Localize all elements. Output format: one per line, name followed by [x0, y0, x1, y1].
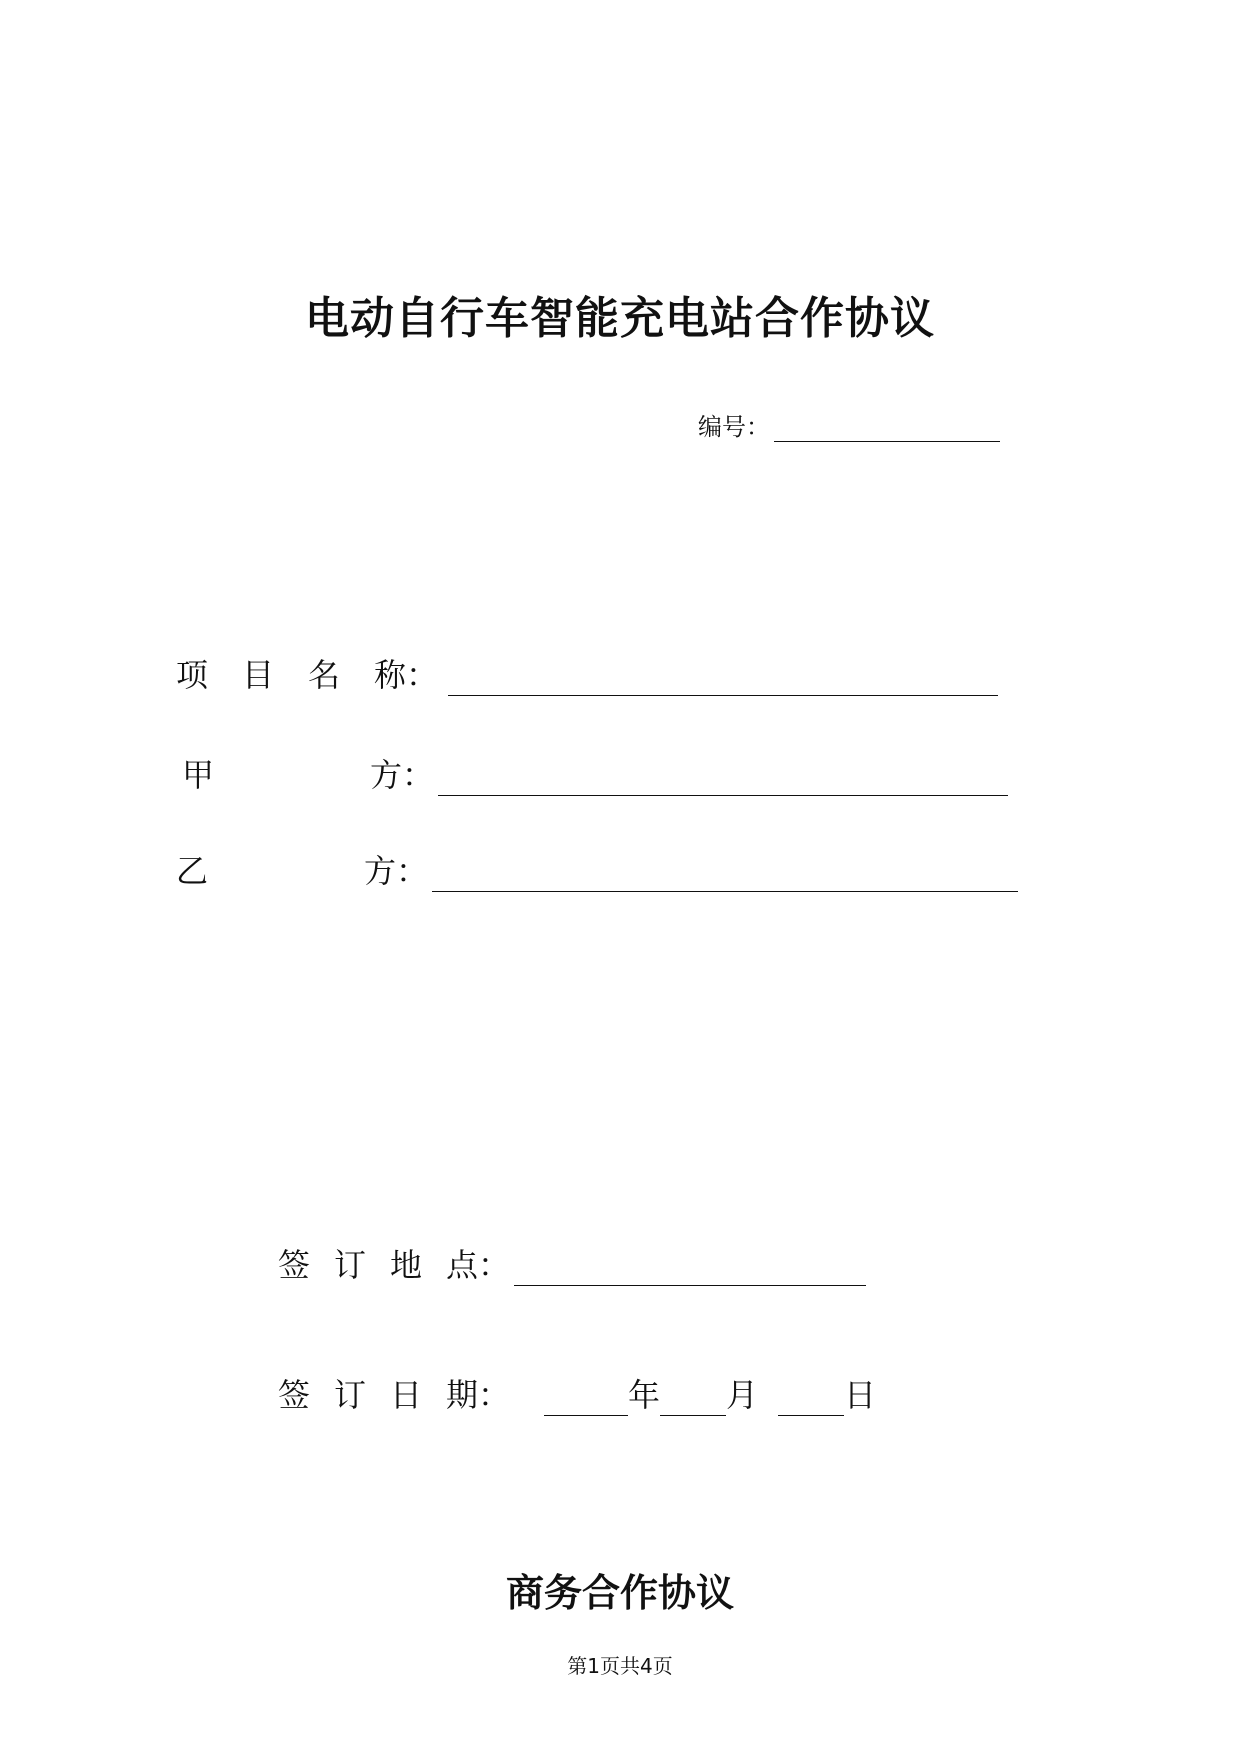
month-unit: 月: [726, 1376, 759, 1414]
project-name-label: 项 目 名 称: [176, 656, 406, 694]
colon: ：: [396, 852, 429, 890]
party-b-field: [176, 846, 1018, 892]
sign-place-label: 签 订 地 点: [278, 1246, 478, 1284]
project-name-blank[interactable]: [448, 659, 998, 696]
serial-number-label: 编号：: [698, 413, 770, 441]
sign-date-field: [278, 1370, 876, 1416]
year-unit: 年: [628, 1376, 661, 1414]
sign-date-label: 签 订 日 期: [278, 1376, 478, 1414]
colon: ：: [478, 1246, 511, 1284]
sign-place-field: [278, 1240, 866, 1286]
month-blank[interactable]: [660, 1379, 726, 1416]
party-a-label: 甲 方: [182, 756, 402, 794]
page-footer: 第1页共4页: [567, 1654, 673, 1678]
colon: ：: [402, 756, 435, 794]
colon: ：: [478, 1376, 511, 1414]
year-blank[interactable]: [544, 1379, 628, 1416]
sign-place-blank[interactable]: [514, 1249, 866, 1286]
party-b-label: 乙 方: [176, 852, 396, 890]
document-subtitle: 商务合作协议: [505, 1571, 734, 1615]
day-blank[interactable]: [778, 1379, 844, 1416]
colon: ：: [406, 656, 439, 694]
sign-date-parts: [544, 1370, 876, 1416]
party-a-blank[interactable]: [438, 759, 1008, 796]
serial-number-row: [698, 408, 1000, 442]
day-unit: 日: [844, 1376, 877, 1414]
serial-number-blank[interactable]: [774, 411, 1000, 442]
party-b-blank[interactable]: [432, 855, 1018, 892]
party-a-field: [182, 750, 1008, 796]
project-name-field: [176, 650, 998, 696]
document-title: 电动自行车智能充电站合作协议: [305, 293, 935, 344]
